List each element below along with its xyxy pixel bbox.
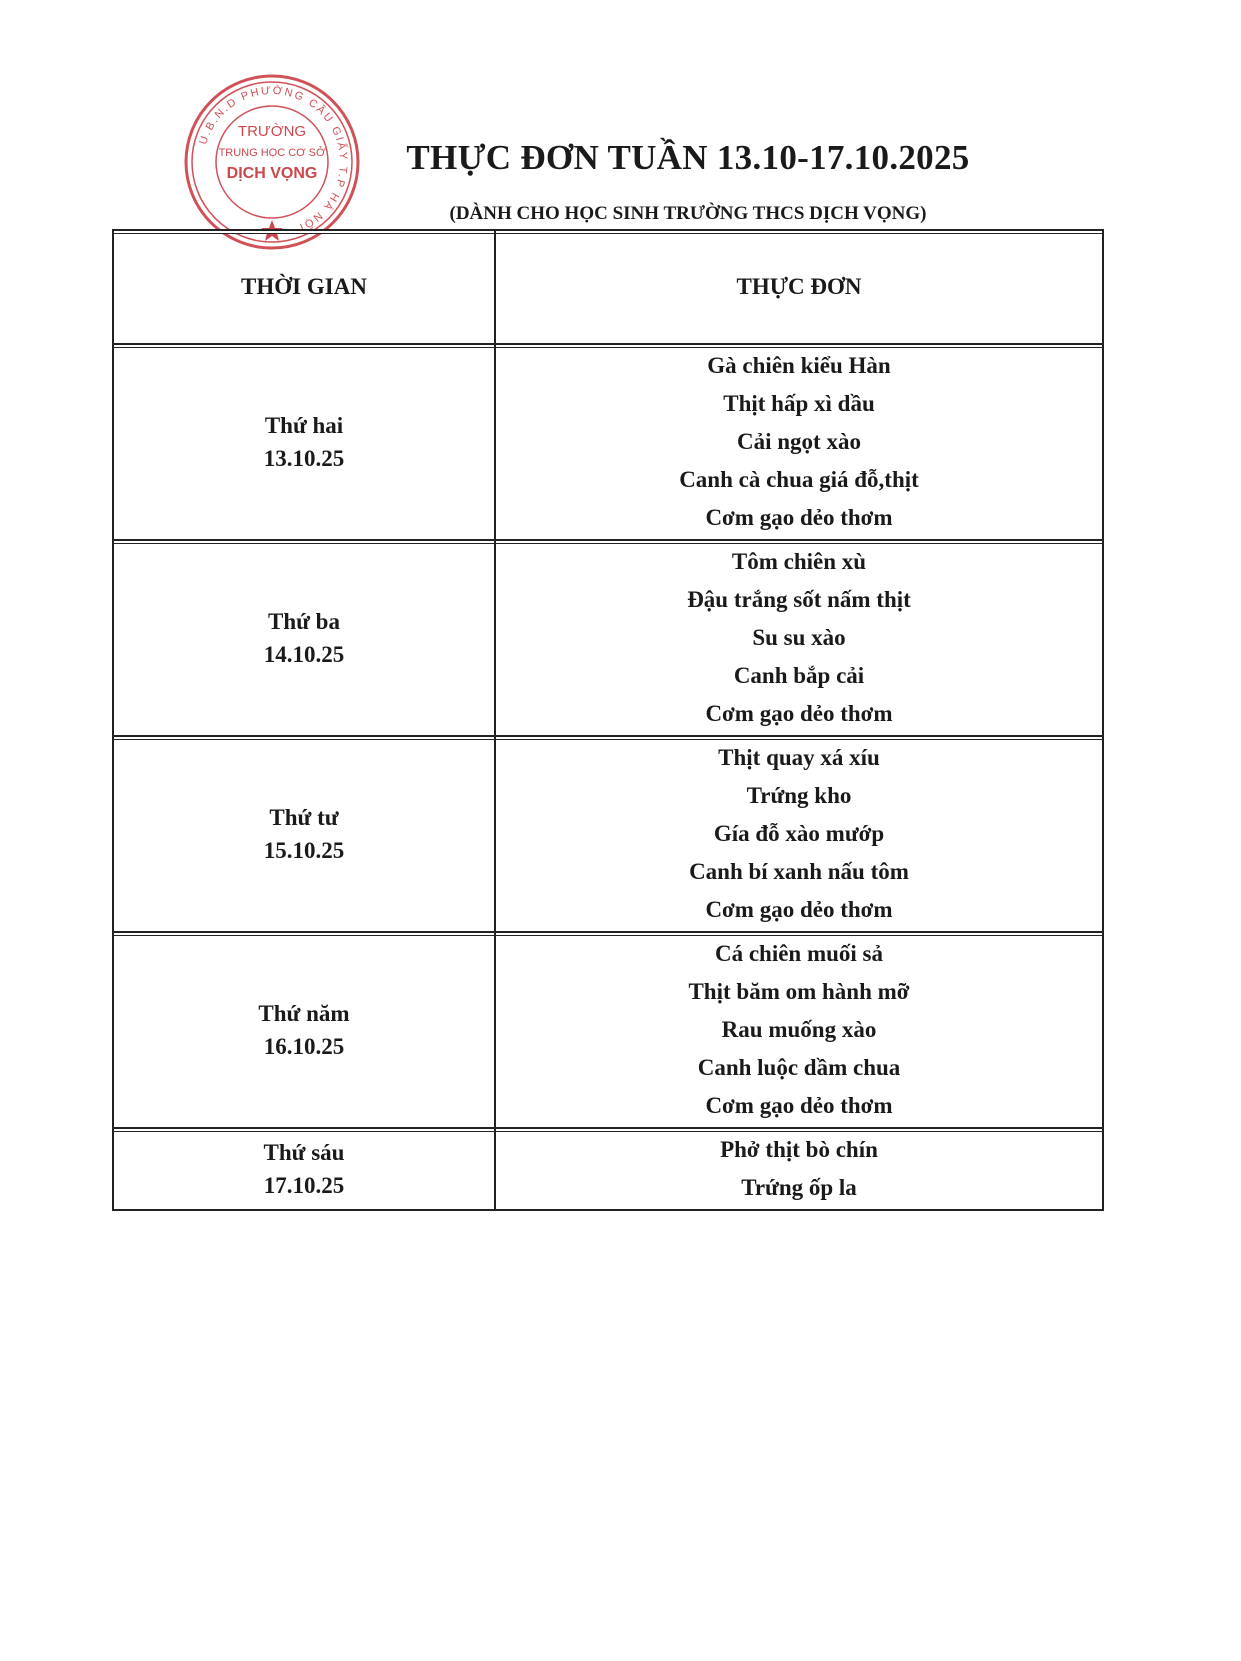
- day-date: 14.10.25: [263, 642, 345, 667]
- day-name: Thứ sáu: [263, 1140, 345, 1165]
- dish-item: Cơm gạo dẻo thơm: [705, 1093, 893, 1118]
- dish-item: Trứng kho: [746, 783, 852, 808]
- dishes-cell: [495, 736, 1103, 932]
- svg-text:DỊCH VỌNG: DỊCH VỌNG: [226, 165, 318, 182]
- dishes-cell: [495, 540, 1103, 736]
- menu-table: [112, 229, 1104, 1211]
- table-header-row: [113, 230, 1103, 344]
- day-name: Thứ năm: [258, 1001, 350, 1026]
- dish-item: Canh luộc dầm chua: [697, 1055, 901, 1080]
- day-cell: [113, 932, 495, 1128]
- dish-item: Cơm gạo dẻo thơm: [705, 897, 893, 922]
- dish-item: Canh cà chua giá đỗ,thịt: [679, 467, 919, 492]
- day-cell: [113, 540, 495, 736]
- dish-item: Cơm gạo dẻo thơm: [705, 505, 893, 530]
- table-row: [113, 344, 1103, 540]
- day-cell: [113, 736, 495, 932]
- dishes-cell: [495, 1128, 1103, 1210]
- day-cell: [113, 344, 495, 540]
- day-date: 17.10.25: [263, 1173, 345, 1198]
- day-date: 13.10.25: [263, 446, 345, 471]
- table-row: [113, 1128, 1103, 1210]
- page-title: THỰC ĐƠN TUẦN 13.10-17.10.2025: [406, 138, 970, 177]
- dish-item: Trứng ốp la: [741, 1175, 857, 1200]
- dish-item: Cá chiên muối sả: [714, 941, 884, 966]
- day-name: Thứ hai: [264, 413, 344, 438]
- day-name: Thứ tư: [269, 805, 339, 830]
- header-time: THỜI GIAN: [113, 230, 495, 344]
- svg-text:U.B.N.D PHƯỜNG CẦU GIẤY T.P HÀ: U.B.N.D PHƯỜNG CẦU GIẤY T.P HÀ NỘI: [197, 84, 350, 234]
- dish-item: Gía đỗ xào mướp: [713, 821, 885, 846]
- table-row: [113, 736, 1103, 932]
- dish-item: Gà chiên kiểu Hàn: [707, 353, 891, 378]
- dish-item: Thịt quay xá xíu: [718, 745, 880, 770]
- dish-item: Tôm chiên xù: [731, 549, 867, 574]
- page-subtitle: (DÀNH CHO HỌC SINH TRƯỜNG THCS DỊCH VỌNG): [449, 203, 927, 224]
- dish-item: Canh bí xanh nấu tôm: [689, 859, 909, 884]
- svg-text:TRƯỜNG: TRƯỜNG: [237, 123, 307, 140]
- dish-item: Cơm gạo dẻo thơm: [705, 701, 893, 726]
- day-name: Thứ ba: [268, 609, 340, 634]
- header-menu: THỰC ĐƠN: [495, 230, 1103, 344]
- svg-text:TRUNG HỌC CƠ SỞ: TRUNG HỌC CƠ SỞ: [218, 147, 326, 159]
- day-cell: [113, 1128, 495, 1210]
- dish-item: Su su xào: [752, 625, 846, 650]
- table-row: [113, 540, 1103, 736]
- dishes-cell: [495, 344, 1103, 540]
- dishes-cell: [495, 932, 1103, 1128]
- dish-item: Thịt hấp xì dầu: [723, 391, 875, 416]
- dish-item: Cải ngọt xào: [737, 429, 861, 454]
- day-date: 16.10.25: [263, 1034, 345, 1059]
- dish-item: Đậu trắng sốt nấm thịt: [687, 587, 911, 612]
- dish-item: Phở thịt bò chín: [720, 1137, 878, 1162]
- table-row: [113, 932, 1103, 1128]
- dish-item: Rau muống xào: [721, 1017, 877, 1042]
- dish-item: Canh bắp cải: [733, 663, 865, 688]
- dish-item: Thịt băm om hành mỡ: [688, 979, 910, 1004]
- day-date: 15.10.25: [263, 838, 345, 863]
